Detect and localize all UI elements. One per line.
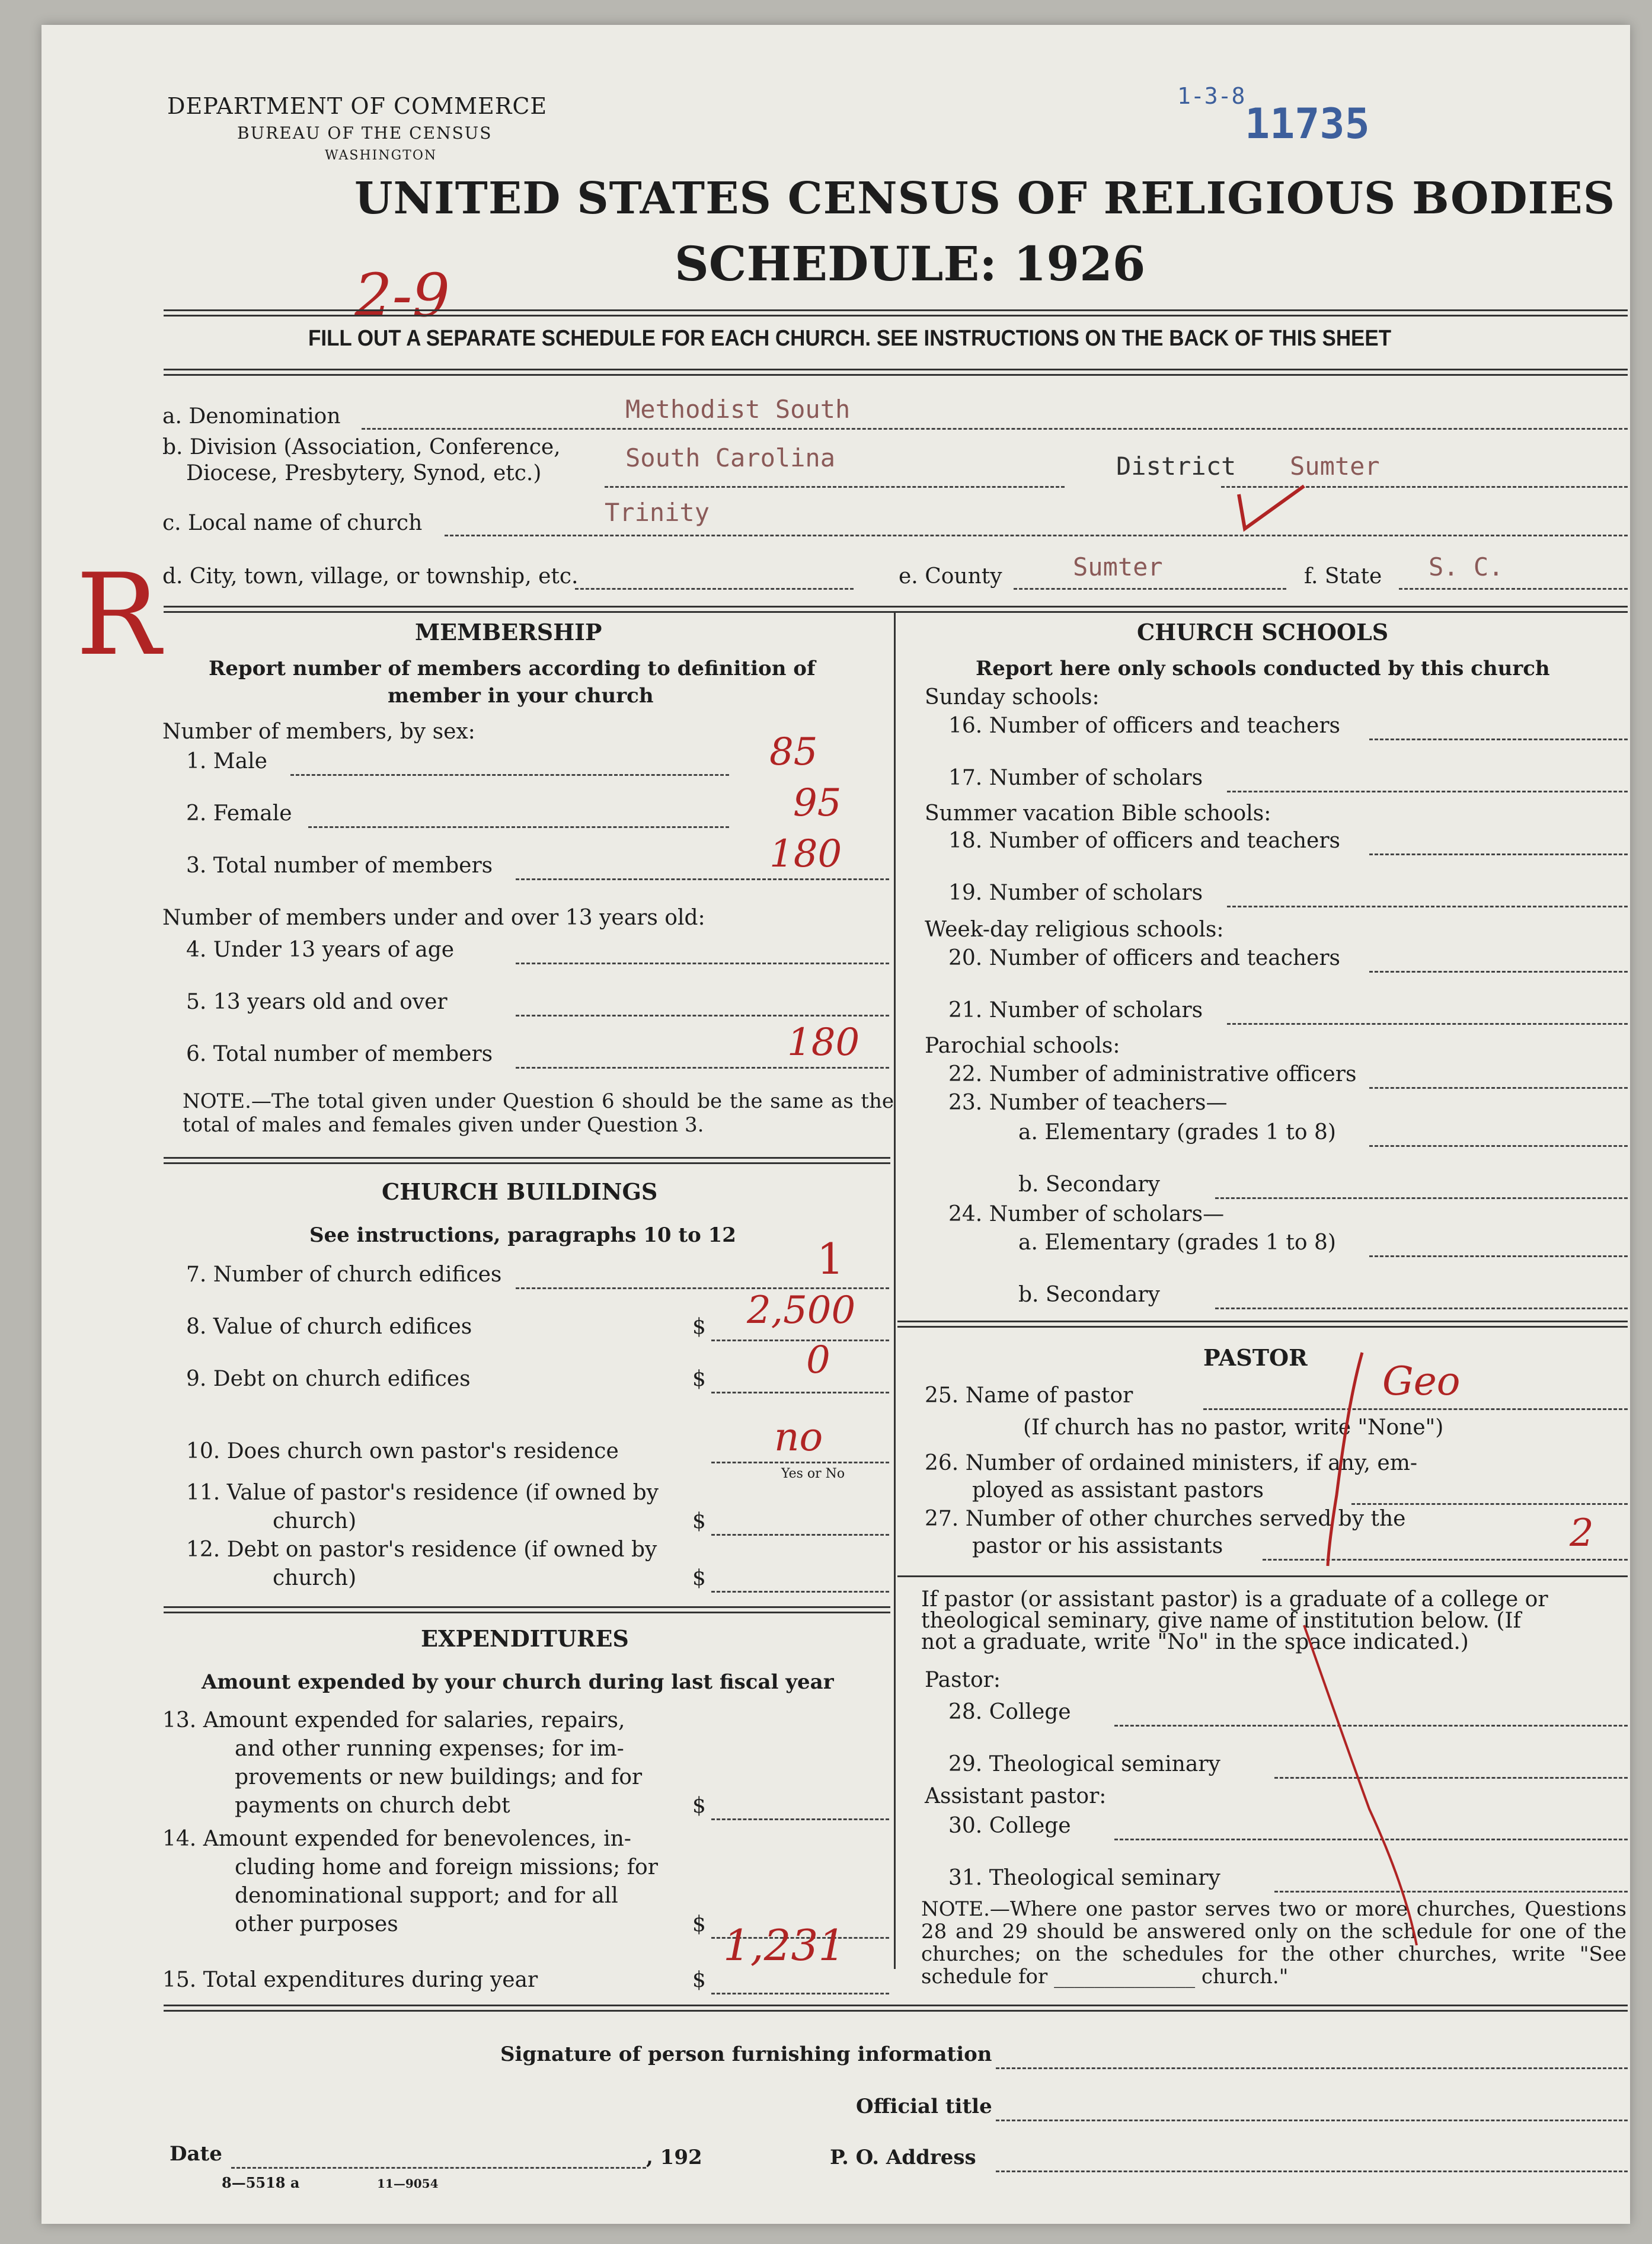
q22-label: 22. Number of administrative officers	[948, 1062, 1357, 1086]
q3-value: 180	[769, 832, 842, 876]
q1-label: 1. Male	[186, 749, 267, 773]
form-number: 8—5518 a	[222, 2174, 300, 2191]
q2-value: 95	[793, 781, 842, 825]
q9-value: 0	[806, 1338, 830, 1382]
pastor-title: PASTOR	[1203, 1344, 1308, 1371]
q8-value: 2,500	[747, 1289, 856, 1332]
q24-label: 24. Number of scholars—	[948, 1202, 1225, 1226]
q4-label: 4. Under 13 years of age	[186, 938, 455, 962]
pastor-note: NOTE.—Where one pastor serves two or more churches, Questions 28 and 29 should be answered only on the schedule for one of the churches; on the schedules for the other churches, write "See schedule for ______________ church."	[921, 1897, 1627, 1989]
q25-value: Geo	[1382, 1358, 1461, 1404]
q13-dollar: $	[692, 1794, 706, 1818]
q15-dollar: $	[692, 1968, 706, 1992]
membership-sub-1: Report number of members according to definition of	[209, 657, 816, 680]
q15-label: 15. Total expenditures during year	[162, 1968, 538, 1992]
hand-code: 2-9	[354, 261, 450, 330]
q26-label-1: 26. Number of ordained ministers, if any, em-	[925, 1451, 1417, 1475]
q2-label: 2. Female	[186, 801, 292, 826]
q17-label: 17. Number of scholars	[948, 766, 1203, 790]
stamp-code: 1-3-8	[1177, 83, 1245, 109]
census-form-sheet	[41, 25, 1630, 2224]
red-strike-marks	[41, 25, 1630, 2224]
q26-label-2: ployed as assistant pastors	[972, 1478, 1264, 1503]
date-field[interactable]	[231, 2167, 646, 2169]
district-label: District	[1116, 452, 1236, 481]
q13-label-2: and other running expenses; for im-	[235, 1737, 624, 1761]
by-sex-label: Number of members, by sex:	[162, 720, 475, 744]
education-strike-stroke	[1304, 1625, 1417, 1945]
date-year-suffix: , 192	[646, 2146, 702, 2169]
q7-value: 1	[817, 1234, 844, 1284]
q11-dollar: $	[692, 1509, 706, 1533]
weekday-label: Week-day religious schools:	[925, 918, 1224, 942]
print-number: 11—9054	[377, 2176, 439, 2191]
parochial-label: Parochial schools:	[925, 1034, 1120, 1058]
form-title: UNITED STATES CENSUS OF RELIGIOUS BODIES	[354, 173, 1616, 224]
state-label: f. State	[1304, 564, 1382, 589]
q10-label: 10. Does church own pastor's residence	[186, 1439, 619, 1463]
local-name-label: c. Local name of church	[162, 511, 423, 535]
q25-label: 25. Name of pastor	[925, 1383, 1133, 1408]
official-title-field[interactable]	[996, 2120, 1628, 2121]
pastor-check-stroke	[1328, 1353, 1362, 1566]
q23-label: 23. Number of teachers—	[948, 1091, 1228, 1115]
q18-label: 18. Number of officers and teachers	[948, 829, 1341, 853]
q11-label-1: 11. Value of pastor's residence (if owned by	[186, 1481, 659, 1505]
q11-label-2: church)	[273, 1509, 357, 1533]
q25-note: (If church has no pastor, write "None")	[1023, 1415, 1444, 1440]
q24a-label: a. Elementary (grades 1 to 8)	[1018, 1230, 1336, 1255]
denomination-label: a. Denomination	[162, 404, 341, 429]
q29-label: 29. Theological seminary	[948, 1752, 1220, 1776]
sunday-label: Sunday schools:	[925, 685, 1100, 709]
q28-label: 28. College	[948, 1700, 1071, 1724]
denomination-value: Methodist South	[625, 395, 851, 424]
q3-label: 3. Total number of members	[186, 854, 493, 878]
by-age-label: Number of members under and over 13 years old:	[162, 906, 705, 930]
summer-label: Summer vacation Bible schools:	[925, 801, 1271, 826]
signature-field[interactable]	[996, 2067, 1628, 2069]
q14-label-1: 14. Amount expended for benevolences, in-	[162, 1827, 631, 1851]
district-check-stroke	[1239, 486, 1304, 529]
po-address-label: P. O. Address	[830, 2146, 976, 2169]
schools-title: CHURCH SCHOOLS	[1137, 619, 1389, 645]
graduate-note-2: theological seminary, give name of institution below. (If	[921, 1609, 1521, 1633]
signature-label: Signature of person furnishing information	[500, 2042, 992, 2066]
q14-label-4: other purposes	[235, 1912, 398, 1936]
county-label: e. County	[899, 564, 1002, 589]
q10-value: no	[774, 1414, 823, 1460]
q12-label-2: church)	[273, 1566, 357, 1590]
q20-label: 20. Number of officers and teachers	[948, 946, 1341, 970]
q21-label: 21. Number of scholars	[948, 998, 1203, 1022]
q14-dollar: $	[692, 1912, 706, 1936]
graduate-note-3: not a graduate, write "No" in the space indicated.)	[921, 1630, 1469, 1654]
state-value: S. C.	[1429, 552, 1504, 581]
pastor-sub-label: Pastor:	[925, 1668, 1001, 1692]
q1-value: 85	[769, 730, 818, 774]
q9-dollar: $	[692, 1367, 706, 1391]
city-label: WASHINGTON	[325, 148, 437, 163]
date-label: Date	[170, 2142, 222, 2166]
q15-value: 1,231	[723, 1920, 846, 1970]
q27-value: 2	[1570, 1511, 1594, 1555]
q7-label: 7. Number of church edifices	[186, 1262, 502, 1287]
q12-dollar: $	[692, 1566, 706, 1590]
footer-rule	[164, 2005, 1628, 2012]
q24b-label: b. Secondary	[1018, 1283, 1160, 1307]
division-label-1: b. Division (Association, Conference,	[162, 435, 561, 459]
asst-pastor-label: Assistant pastor:	[925, 1784, 1107, 1808]
buildings-title: CHURCH BUILDINGS	[382, 1178, 658, 1205]
city-town-label: d. City, town, village, or township, etc.	[162, 564, 579, 589]
q14-label-2: cluding home and foreign missions; for	[235, 1855, 658, 1879]
q23b-label: b. Secondary	[1018, 1172, 1160, 1197]
q13-label-3: provements or new buildings; and for	[235, 1765, 643, 1789]
q8-label: 8. Value of church edifices	[186, 1315, 472, 1339]
schools-sub: Report here only schools conducted by this church	[976, 657, 1550, 680]
membership-note: NOTE.—The total given under Question 6 should be the same as the total of males and females given under Question 3.	[183, 1089, 894, 1137]
stamp-number: 11735	[1245, 100, 1370, 148]
q14-label-3: denominational support; and for all	[235, 1884, 618, 1908]
q9-label: 9. Debt on church edifices	[186, 1367, 471, 1391]
expenditures-title: EXPENDITURES	[421, 1625, 629, 1652]
graduate-note-1: If pastor (or assistant pastor) is a graduate of a college or	[921, 1587, 1548, 1612]
local-name-value: Trinity	[605, 498, 710, 527]
county-value: Sumter	[1073, 552, 1163, 581]
bureau-label: BUREAU OF THE CENSUS	[237, 123, 493, 143]
membership-sub-2: member in your church	[388, 684, 654, 708]
po-address-field[interactable]	[996, 2171, 1628, 2172]
q13-label-4: payments on church debt	[235, 1794, 510, 1818]
q5-label: 5. 13 years old and over	[186, 990, 448, 1014]
q16-label: 16. Number of officers and teachers	[948, 714, 1341, 738]
q23a-label: a. Elementary (grades 1 to 8)	[1018, 1120, 1336, 1145]
hand-mark-r: R	[76, 549, 161, 680]
department-label: DEPARTMENT OF COMMERCE	[167, 93, 548, 119]
q13-label-1: 13. Amount expended for salaries, repairs,	[162, 1708, 625, 1732]
division-label-2: Diocese, Presbytery, Synod, etc.)	[186, 461, 542, 485]
q27-label-1: 27. Number of other churches served by the	[925, 1507, 1406, 1531]
q6-label: 6. Total number of members	[186, 1042, 493, 1066]
form-subtitle: SCHEDULE: 1926	[675, 236, 1146, 292]
q27-label-2: pastor or his assistants	[972, 1534, 1223, 1558]
q12-label-1: 12. Debt on pastor's residence (if owned by	[186, 1537, 657, 1562]
division-value: South Carolina	[625, 443, 836, 472]
instruction-banner: FILL OUT A SEPARATE SCHEDULE FOR EACH CHURCH. SEE INSTRUCTIONS ON THE BACK OF THIS SHEET	[308, 326, 1392, 351]
yes-no-hint: Yes or No	[781, 1466, 845, 1481]
q31-label: 31. Theological seminary	[948, 1866, 1220, 1890]
q30-label: 30. College	[948, 1814, 1071, 1838]
expenditures-sub: Amount expended by your church during last fiscal year	[202, 1670, 834, 1694]
buildings-sub: See instructions, paragraphs 10 to 12	[309, 1223, 736, 1247]
membership-title: MEMBERSHIP	[415, 619, 602, 645]
q6-value: 180	[787, 1021, 860, 1065]
q19-label: 19. Number of scholars	[948, 881, 1203, 905]
district-value: Sumter	[1290, 452, 1380, 481]
official-title-label: Official title	[856, 2095, 992, 2118]
q8-dollar: $	[692, 1315, 706, 1339]
